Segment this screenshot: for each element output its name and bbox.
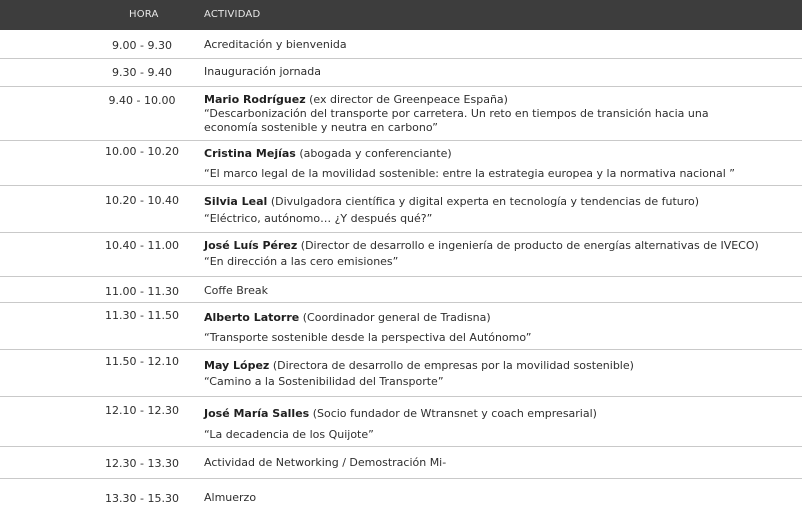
row-activity — [204, 144, 798, 184]
row-divider — [0, 349, 802, 350]
row-time: 9.40 - 10.00 — [108, 94, 176, 107]
talk-title: “Transporte sostenible desde la perspectiva del Autónomo” — [204, 331, 532, 344]
row-time: 13.30 - 15.30 — [105, 492, 179, 505]
row-activity — [204, 358, 798, 390]
row-activity — [204, 456, 798, 470]
row-time: 12.30 - 13.30 — [105, 457, 179, 470]
speaker-role: (ex director de Greenpeace España) — [309, 93, 508, 106]
row-time: 10.00 - 10.20 — [105, 145, 179, 158]
row-divider — [0, 232, 802, 233]
row-time: 11.50 - 12.10 — [105, 355, 179, 368]
activity-title: Almuerzo — [204, 491, 257, 504]
row-activity — [204, 403, 798, 445]
row-divider — [0, 86, 802, 87]
row-time: 9.00 - 9.30 — [112, 39, 172, 52]
row-time: 11.00 - 11.30 — [105, 285, 179, 298]
speaker-name: Cristina Mejías — [204, 147, 296, 160]
row-divider — [0, 185, 802, 186]
speaker-name: José Luís Pérez — [204, 239, 298, 252]
row-time: 10.20 - 10.40 — [105, 194, 179, 207]
activity-title: Inauguración jornada — [204, 65, 321, 78]
talk-title: “Eléctrico, autónomo… ¿Y después qué?” — [204, 212, 433, 225]
row-time: 11.30 - 11.50 — [105, 309, 179, 322]
row-time: 9.30 - 9.40 — [112, 66, 172, 79]
row-activity — [204, 491, 798, 505]
speaker-name: José María Salles — [204, 407, 310, 420]
activity-title: Actividad de Networking / Demostración Mi- — [204, 456, 447, 469]
row-activity — [204, 193, 798, 227]
speaker-role: (Socio fundador de Wtransnet y coach empresarial) — [312, 407, 597, 420]
talk-title: “Descarbonización del transporte por carretera. Un reto en tiempos de transición hacia una economía sostenible y neutra en carbono” — [204, 107, 709, 134]
row-divider — [0, 58, 802, 59]
row-time: 10.40 - 11.00 — [105, 239, 179, 252]
speaker-name: Alberto Latorre — [204, 311, 300, 324]
row-activity — [204, 38, 798, 52]
talk-title: “En dirección a las cero emisiones” — [204, 255, 399, 268]
row-divider — [0, 478, 802, 479]
speaker-role: (abogada y conferenciante) — [299, 147, 452, 160]
row-divider — [0, 140, 802, 141]
talk-title: “Camino a la Sostenibilidad del Transporte” — [204, 375, 444, 388]
table-header — [0, 0, 802, 30]
speaker-role: (Divulgadora científica y digital experta en tecnología y tendencias de futuro) — [270, 195, 700, 208]
speaker-role: (Director de desarrollo e ingeniería de producto de energías alternativas de IVECO) — [300, 239, 759, 252]
row-divider — [0, 446, 802, 447]
speaker-role: (Coordinador general de Tradisna) — [302, 311, 491, 324]
talk-title: “La decadencia de los Quijote” — [204, 428, 374, 441]
speaker-role: (Directora de desarrollo de empresas por la movilidad sostenible) — [272, 359, 634, 372]
row-activity — [204, 308, 798, 348]
speaker-name: Mario Rodríguez — [204, 93, 306, 106]
row-activity — [204, 238, 798, 270]
activity-title: Coffe Break — [204, 284, 268, 297]
row-time: 12.10 - 12.30 — [105, 404, 179, 417]
header-time: HORA — [129, 9, 159, 20]
row-activity — [204, 284, 798, 298]
speaker-name: Silvia Leal — [204, 195, 268, 208]
talk-title: “El marco legal de la movilidad sostenible: entre la estrategia europea y la normativa nacional ” — [204, 167, 735, 180]
row-divider — [0, 276, 802, 277]
row-divider — [0, 302, 802, 303]
activity-title: Acreditación y bienvenida — [204, 38, 347, 51]
header-activity: ACTIVIDAD — [204, 9, 261, 20]
row-activity — [204, 65, 798, 79]
row-activity — [204, 93, 798, 135]
speaker-name: May López — [204, 359, 270, 372]
row-divider — [0, 396, 802, 397]
